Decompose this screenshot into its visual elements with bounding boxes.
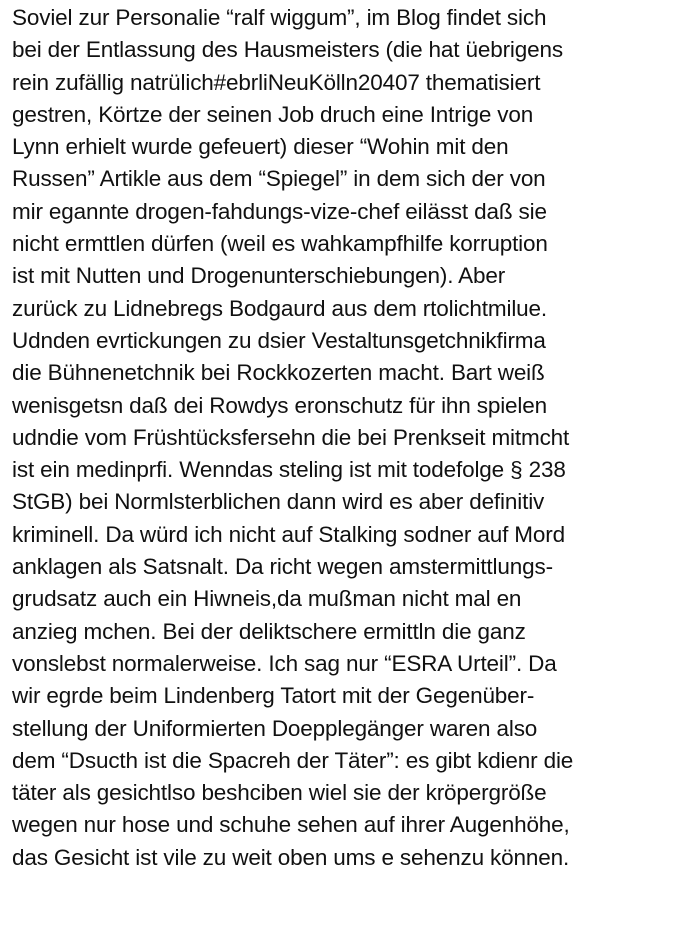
text-line: ist ein medinprfi. Wenndas steling ist mit todefolge § 238 (12, 457, 566, 483)
text-line: kriminell. Da würd ich nicht auf Stalking sodner auf Mord (12, 521, 565, 547)
text-line: StGB) bei Normlsterblichen dann wird es aber definitiv (12, 489, 545, 515)
text-line: Udnden evrtickungen zu dsier Vestaltunsgetchnikfirma (12, 327, 546, 353)
text-line: das Gesicht ist vile zu weit oben ums e sehenzu können. (12, 844, 570, 870)
text-line: Lynn erhielt wurde gefeuert) dieser “Wohin mit den (12, 134, 509, 160)
text-line: dem “Dsucth ist die Spacreh der Täter”: es gibt kdienr die (12, 747, 574, 773)
text-line: wir egrde beim Lindenberg Tatort mit der Gegenüber- (12, 683, 535, 709)
text-line: anklagen als Satsnalt. Da richt wegen amstermittlungs- (12, 554, 553, 580)
text-line: grudsatz auch ein Hiwneis,da mußman nicht mal en (12, 586, 522, 612)
document-page (12, 0, 684, 940)
text-line: wenisgetsn daß dei Rowdys eronschutz für ihn spielen (12, 392, 547, 418)
text-line: Russen” Artikle aus dem “Spiegel” in dem sich der von (12, 166, 546, 192)
text-line: gestren, Körtze der seinen Job druch eine Intrige von (12, 101, 534, 127)
text-line: zurück zu Lidnebregs Bodgaurd aus dem rtolichtmilue. (12, 295, 547, 321)
text-line: ist mit Nutten und Drogenunterschiebungen). Aber (12, 263, 506, 289)
text-line: bei der Entlassung des Hausmeisters (die hat üebrigens (12, 37, 563, 63)
text-line: nicht ermttlen dürfen (weil es wahkampfhilfe korruption (12, 231, 548, 257)
text-line: anzieg mchen. Bei der deliktschere ermittln die ganz (12, 618, 526, 644)
text-line: vonslebst normalerweise. Ich sag nur “ESRA Urteil”. Da (12, 650, 557, 676)
text-line: die Bühnenetchnik bei Rockkozerten macht. Bart weiß (12, 360, 545, 386)
text-line: täter als gesichtlso beshciben wiel sie der kröpergröße (12, 780, 547, 806)
text-line: Soviel zur Personalie “ralf wiggum”, im Blog findet sich (12, 5, 547, 30)
text-line: rein zufällig natrülich#ebrliNeuKölln20407 thematisiert (12, 69, 541, 95)
text-line: udndie vom Früshtücksfersehn die bei Prenkseit mitmcht (12, 424, 570, 450)
text-line: mir egannte drogen-fahdungs-vize-chef eilässt daß sie (12, 198, 547, 224)
text-line: wegen nur hose und schuhe sehen auf ihrer Augenhöhe, (12, 812, 570, 838)
text-line: stellung der Uniformierten Doepplegänger waren also (12, 715, 538, 741)
